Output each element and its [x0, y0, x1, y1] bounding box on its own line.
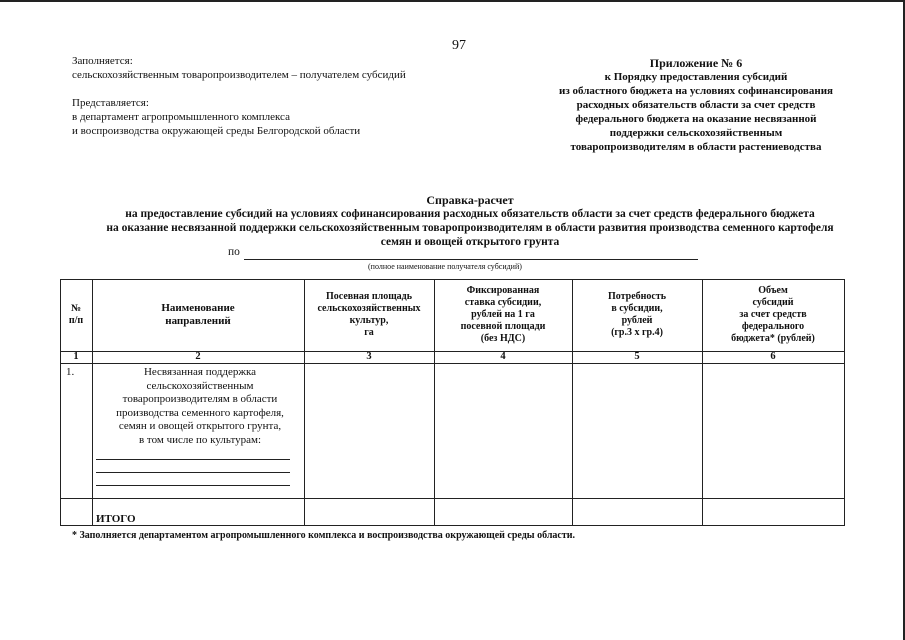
header-sown-area: Посевная площадь сельскохозяйственных культур, га — [317, 291, 421, 338]
submitted-to-line-1: в департамент агропромышленного комплекса — [72, 111, 290, 123]
crop-fill-line — [96, 459, 290, 460]
column-number: 3 — [366, 351, 372, 362]
row-number: 1. — [66, 366, 75, 378]
appendix-line: поддержки сельскохозяйственным — [609, 127, 783, 139]
document-subtitle-line: на предоставление субсидий на условиях софинансирования расходных обязательств области за счет средств федерального бюджета — [125, 208, 815, 220]
header-number: № п/п — [68, 303, 84, 326]
document-title-block — [80, 193, 860, 249]
column-number: 4 — [500, 351, 506, 362]
header-fixed-rate: Фиксированная ставка субсидии, рублей на 1 га посевной площади (без НДС) — [460, 285, 546, 344]
appendix-line: из областного бюджета на условиях софинансирования — [559, 85, 833, 97]
filled-label: Заполняется: — [72, 55, 133, 67]
row-description: Несвязанная поддержка сельскохозяйственным товаропроизводителям в области производства семенного картофеля, семян и овощей открытого грунта, в том числе по культурам: — [116, 366, 284, 446]
appendix-block — [540, 56, 852, 154]
appendix-line: товаропроизводителям в области растениеводства — [570, 141, 822, 153]
footnote: * Заполняется департаментом агропромышленного комплекса и воспроизводства окружающей среды области. — [72, 530, 576, 541]
crop-fill-line — [96, 485, 290, 486]
column-number: 1 — [73, 351, 79, 362]
appendix-line: федерального бюджета на оказание несвязанной — [575, 113, 817, 125]
total-label: ИТОГО — [96, 513, 136, 525]
document-title: Справка-расчет — [426, 193, 514, 207]
column-number: 5 — [634, 351, 640, 362]
crop-fill-line — [96, 472, 290, 473]
header-federal-subsidy: Объем субсидий за счет средств федерального бюджета* (рублей) — [731, 285, 815, 344]
column-number: 2 — [195, 351, 201, 362]
header-subsidy-need: Потребность в субсидии, рублей (гр.3 х гр.4) — [607, 291, 667, 338]
recipient-fill-line — [244, 259, 698, 260]
filled-by: сельскохозяйственным товаропроизводителем – получателем субсидий — [72, 69, 406, 81]
recipient-hint: (полное наименование получателя субсидий) — [368, 262, 522, 271]
header-direction-name: Наименование направлений — [161, 302, 235, 327]
page-number: 97 — [452, 38, 466, 53]
page-border-top — [0, 0, 905, 2]
appendix-line: расходных обязательств области за счет средств — [576, 99, 816, 111]
recipient-prefix: по — [228, 246, 240, 258]
appendix-title: Приложение № 6 — [649, 56, 743, 70]
column-number: 6 — [770, 351, 776, 362]
appendix-line: к Порядку предоставления субсидий — [604, 71, 788, 83]
submitted-label: Представляется: — [72, 97, 149, 109]
submitted-to-line-2: и воспроизводства окружающей среды Белгородской области — [72, 125, 361, 137]
document-subtitle-line: на оказание несвязанной поддержки сельскохозяйственным товаропроизводителям в области развития производства семенного картофеля — [106, 222, 834, 234]
document-subtitle-line: семян и овощей открытого грунта — [380, 236, 560, 248]
calculation-table — [60, 279, 844, 526]
submission-info — [72, 54, 406, 138]
